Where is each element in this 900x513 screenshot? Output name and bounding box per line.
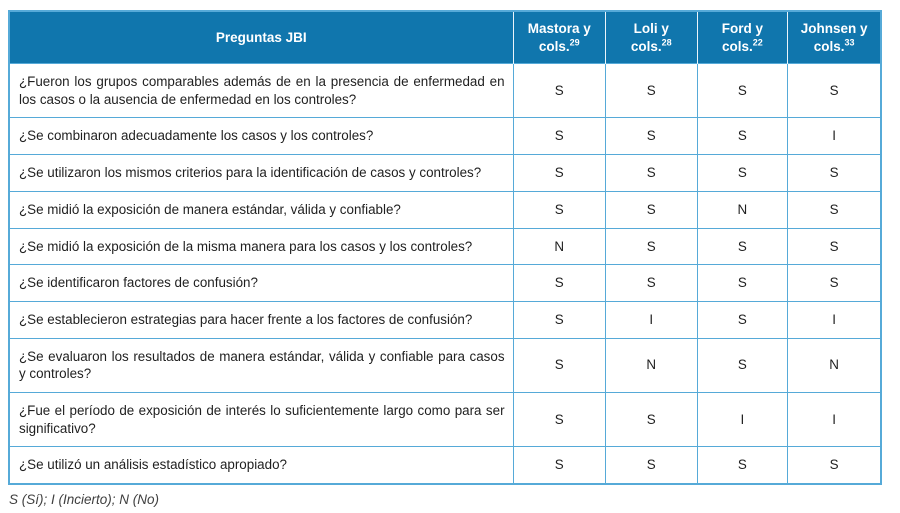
table-row (9, 228, 881, 265)
column-header-study-loli (605, 11, 697, 64)
answer-cell: N (513, 228, 605, 265)
question-cell: ¿Fueron los grupos comparables además de en la presencia de enfermedad en los casos o la ausencia de enfermedad en los controles? (9, 64, 513, 118)
study-name-line2: cols. (813, 38, 845, 54)
study-name-line1: Ford y (721, 21, 763, 36)
question-cell: ¿Se combinaron adecuadamente los casos y los controles? (9, 118, 513, 155)
answer-cell: I (697, 392, 788, 446)
answer-cell: S (605, 228, 697, 265)
column-header-preguntas-jbi: Preguntas JBI (9, 11, 513, 64)
column-header-study-ford (697, 11, 788, 64)
answer-cell: S (513, 155, 605, 192)
answer-cell: S (697, 338, 788, 392)
table-row (9, 338, 881, 392)
answer-cell: S (605, 64, 697, 118)
legend-footnote: S (Sí); I (Incierto); N (No) (9, 492, 160, 508)
table-row (9, 118, 881, 155)
answer-cell: S (513, 447, 605, 484)
answer-cell: S (513, 265, 605, 302)
jbi-table-container (8, 10, 882, 507)
answer-cell: S (697, 155, 788, 192)
table-row (9, 301, 881, 338)
question-cell: ¿Se midió la exposición de la misma manera para los casos y los controles? (9, 228, 513, 265)
answer-cell: S (788, 191, 881, 228)
study-reference-superscript: 33 (844, 37, 855, 48)
answer-cell: S (605, 447, 697, 484)
study-name-line2: cols. (630, 38, 662, 54)
answer-cell: I (788, 118, 881, 155)
column-header-study-johnsen (788, 11, 881, 64)
answer-cell: N (788, 338, 881, 392)
answer-cell: S (697, 301, 788, 338)
answer-cell: S (605, 118, 697, 155)
answer-cell: S (513, 338, 605, 392)
study-name-line2: cols. (721, 38, 753, 54)
study-name-line1: Loli y (633, 21, 669, 36)
table-row (9, 191, 881, 228)
answer-cell: S (605, 155, 697, 192)
question-cell: ¿Se evaluaron los resultados de manera estándar, válida y confiable para casos y controles? (9, 338, 513, 392)
table-row (9, 64, 881, 118)
answer-cell: S (788, 64, 881, 118)
answer-cell: S (697, 265, 788, 302)
answer-cell: S (513, 392, 605, 446)
study-reference-superscript: 28 (661, 37, 672, 48)
question-cell: ¿Se utilizó un análisis estadístico apropiado? (9, 447, 513, 484)
answer-cell: S (513, 301, 605, 338)
answer-cell: S (605, 392, 697, 446)
table-row (9, 392, 881, 446)
answer-cell: S (513, 118, 605, 155)
answer-cell: N (605, 338, 697, 392)
answer-cell: S (697, 118, 788, 155)
answer-cell: S (513, 64, 605, 118)
question-cell: ¿Se identificaron factores de confusión? (9, 265, 513, 302)
table-row (9, 265, 881, 302)
answer-cell: N (697, 191, 788, 228)
question-cell: ¿Se utilizaron los mismos criterios para la identificación de casos y controles? (9, 155, 513, 192)
answer-cell: S (697, 228, 788, 265)
study-name-line1: Johnsen y (800, 21, 868, 36)
question-cell: ¿Se midió la exposición de manera estándar, válida y confiable? (9, 191, 513, 228)
answer-cell: I (788, 392, 881, 446)
study-reference-superscript: 29 (569, 37, 580, 48)
answer-cell: S (788, 228, 881, 265)
answer-cell: S (788, 265, 881, 302)
table-header (9, 11, 881, 64)
answer-cell: S (605, 191, 697, 228)
table-body (9, 64, 881, 484)
study-reference-superscript: 22 (752, 37, 763, 48)
table-row (9, 155, 881, 192)
study-name-line2: cols. (538, 38, 570, 54)
jbi-appraisal-table (8, 10, 882, 485)
answer-cell: I (788, 301, 881, 338)
answer-cell: I (605, 301, 697, 338)
column-header-study-mastora (513, 11, 605, 64)
answer-cell: S (605, 265, 697, 302)
header-row (9, 11, 881, 64)
question-cell: ¿Se establecieron estrategias para hacer frente a los factores de confusión? (9, 301, 513, 338)
answer-cell: S (513, 191, 605, 228)
answer-cell: S (697, 64, 788, 118)
answer-cell: S (788, 155, 881, 192)
study-name-line1: Mastora y (527, 21, 591, 36)
answer-cell: S (697, 447, 788, 484)
question-cell: ¿Fue el período de exposición de interés lo suficientemente largo como para ser significativo? (9, 392, 513, 446)
answer-cell: S (788, 447, 881, 484)
table-row (9, 447, 881, 484)
